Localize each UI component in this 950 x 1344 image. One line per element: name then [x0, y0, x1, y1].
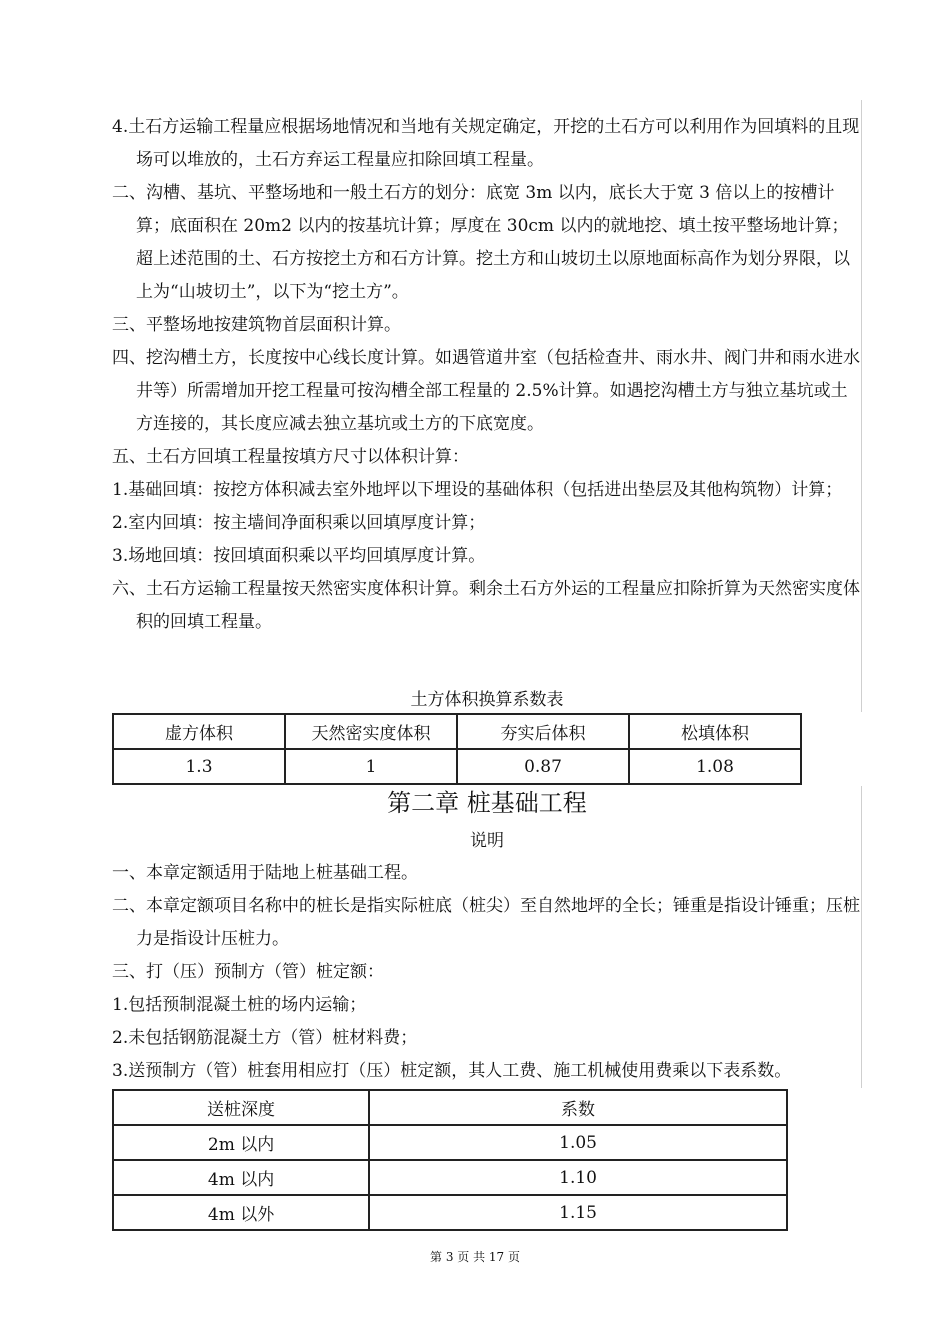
chapter-title: 第二章 桩基础工程 [387, 789, 587, 817]
paragraph: 二、本章定额项目名称中的桩长是指实际桩底（桩尖）至自然地坪的全长；锤重是指设计锤重；压桩力是指设计压桩力。 [112, 896, 860, 949]
paragraph: 3.送预制方（管）桩套用相应打（压）桩定额，其人工费、施工机械使用费乘以下表系数。 [112, 1061, 792, 1081]
table-header-cell: 松填体积 [629, 714, 801, 749]
table-caption: 土方体积换算系数表 [410, 690, 564, 710]
table-cell: 4m 以内 [113, 1160, 369, 1195]
paragraph: 四、挖沟槽土方，长度按中心线长度计算。如遇管道井室（包括检查井、雨水井、阀门井和雨水进水井等）所需增加开挖工程量可按沟槽全部工程量的 2.5%计算。如遇挖沟槽土方与独立基坑或土方连接的，其长度应减去独立基坑或土方的下底宽度。 [112, 348, 860, 434]
paragraph: 4.土石方运输工程量应根据场地情况和当地有关规定确定，开挖的土石方可以利用作为回填料的且现场可以堆放的，土石方弃运工程量应扣除回填工程量。 [112, 117, 860, 170]
paragraph: 1.包括预制混凝土桩的场内运输； [112, 995, 367, 1015]
table-header-cell: 夯实后体积 [457, 714, 629, 749]
table-header-cell: 送桩深度 [113, 1090, 369, 1125]
paragraph: 二、沟槽、基坑、平整场地和一般土石方的划分：底宽 3m 以内，底长大于宽 3 倍以上的按槽计算；底面积在 20m2 以内的按基坑计算；厚度在 30cm 以内的就地挖、填土按平整场地计算；超上述范围的土、石方按挖土方和石方计算。挖土方和山坡切土以原地面标高作为划分界限，以上为“山坡切土”，以下为“挖土方”。 [112, 183, 850, 302]
table-cell: 1.05 [369, 1125, 787, 1160]
table-cell: 0.87 [457, 749, 629, 784]
paragraph: 1.基础回填：按挖方体积减去室外地坪以下埋设的基础体积（包括进出垫层及其他构筑物）计算； [112, 480, 843, 500]
paragraph: 五、土石方回填工程量按填方尺寸以体积计算： [112, 447, 469, 467]
pile-driving-coefficient-table [112, 1089, 788, 1231]
section-2-text [112, 857, 862, 1088]
table-cell: 1.15 [369, 1195, 787, 1230]
section-1-text [112, 111, 862, 639]
paragraph: 三、打（压）预制方（管）桩定额： [112, 962, 384, 982]
paragraph: 2.未包括钢筋混凝土方（管）桩材料费； [112, 1028, 418, 1048]
table-cell: 2m 以内 [113, 1125, 369, 1160]
chapter-subtitle: 说明 [470, 831, 504, 851]
paragraph: 3.场地回填：按回填面积乘以平均回填厚度计算。 [112, 546, 486, 566]
table-header-cell: 天然密实度体积 [285, 714, 457, 749]
paragraph: 2.室内回填：按主墙间净面积乘以回填厚度计算； [112, 513, 486, 533]
table-cell: 1.08 [629, 749, 801, 784]
table-cell: 1.10 [369, 1160, 787, 1195]
table-header-cell: 系数 [369, 1090, 787, 1125]
page-footer: 第 3 页 共 17 页 [430, 1250, 520, 1264]
volume-conversion-table [112, 713, 802, 785]
paragraph: 一、本章定额适用于陆地上桩基础工程。 [112, 863, 418, 883]
table-cell: 1.3 [113, 749, 285, 784]
table-cell: 1 [285, 749, 457, 784]
paragraph: 三、平整场地按建筑物首层面积计算。 [112, 315, 401, 335]
table-header-cell: 虚方体积 [113, 714, 285, 749]
paragraph: 六、土石方运输工程量按天然密实度体积计算。剩余土石方外运的工程量应扣除折算为天然密实度体积的回填工程量。 [112, 579, 860, 632]
table-cell: 4m 以外 [113, 1195, 369, 1230]
